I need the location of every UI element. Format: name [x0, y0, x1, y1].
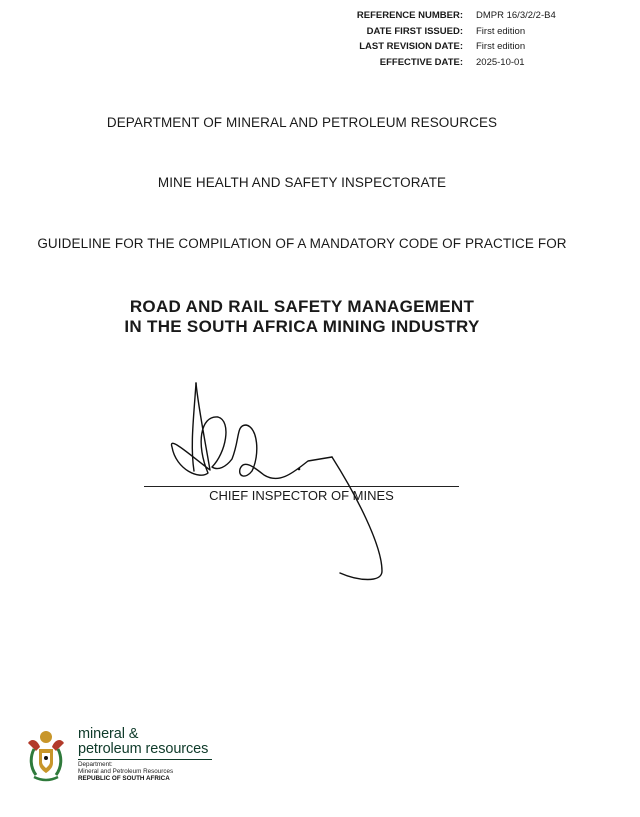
logo-country: REPUBLIC OF SOUTH AFRICA: [78, 775, 170, 783]
date-first-issued-value: First edition: [476, 25, 526, 37]
logo-line-2: petroleum resources: [78, 741, 209, 757]
reference-number-label: REFERENCE NUMBER:: [356, 10, 463, 21]
effective-date-value: 2025-10-01: [476, 56, 525, 68]
department-heading: DEPARTMENT OF MINERAL AND PETROLEUM RESOURCES: [106, 115, 498, 130]
signature-dot: [298, 468, 301, 471]
signature-caption: CHIEF INSPECTOR OF MINES: [209, 488, 394, 503]
guideline-heading: GUIDELINE FOR THE COMPILATION OF A MANDATORY CODE OF PRACTICE FOR: [37, 236, 567, 251]
coat-of-arms-emblem: [24, 727, 68, 785]
document-info-row: [300, 39, 630, 55]
logo-rule: [78, 759, 212, 760]
effective-date-label: EFFECTIVE DATE:: [379, 56, 463, 68]
document-info-row: [300, 55, 630, 71]
reference-number-value: DMPR 16/3/2/2-B4: [476, 10, 556, 21]
title-line-1: ROAD AND RAIL SAFETY MANAGEMENT: [129, 297, 475, 316]
logo-line-1: mineral &: [78, 726, 139, 742]
title-line-2: IN THE SOUTH AFRICA MINING INDUSTRY: [124, 317, 480, 336]
document-info-row: [300, 24, 630, 40]
logo-department-name: Mineral and Petroleum Resources: [78, 768, 174, 776]
document-info-table: [300, 8, 630, 70]
document-title: [0, 297, 604, 337]
document-info-row: [300, 8, 630, 24]
inspectorate-heading: MINE HEALTH AND SAFETY INSPECTORATE: [157, 175, 447, 190]
last-revision-date-label: LAST REVISION DATE:: [359, 41, 463, 52]
logo-department-label: Department:: [78, 761, 113, 768]
date-first-issued-label: DATE FIRST ISSUED:: [366, 25, 463, 37]
handwritten-signature: [160, 375, 400, 590]
last-revision-date-value: First edition: [476, 41, 526, 52]
department-logo: [78, 727, 278, 783]
